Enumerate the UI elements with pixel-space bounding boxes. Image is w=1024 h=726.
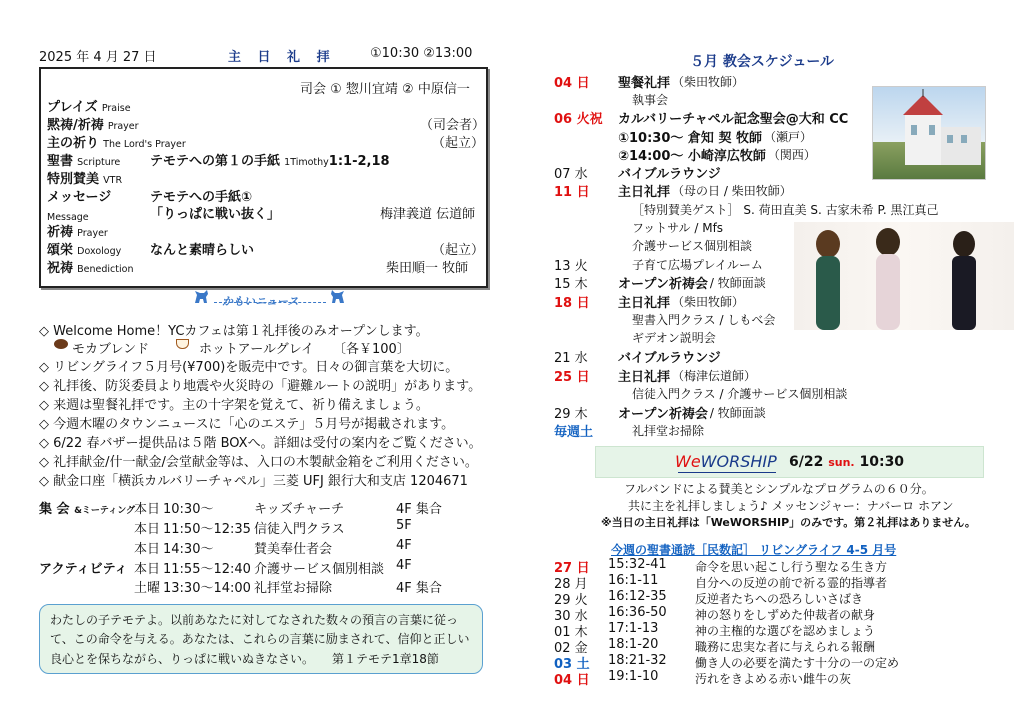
meeting-place: 4F 集合 (396, 581, 442, 596)
service-item-role: （起立） (432, 243, 485, 258)
preacher-name: 梅津義道 伝道師 (380, 207, 476, 222)
reading-passage: 16:12-35 (608, 589, 667, 604)
service-item: メッセージ (47, 190, 112, 205)
tea-cup-icon (176, 339, 189, 349)
meeting-place: 4F 集合 (396, 502, 442, 517)
verse-line: て、この命令を与える。あなたは、これらの言葉に励まされて、信仰と正しい (50, 632, 470, 646)
schedule-event: 主日礼拝 (618, 185, 671, 200)
reading-title: 自分への反逆の前で祈る霊的指導者 (695, 576, 888, 590)
schedule-note: 子育て広場プレイルーム (632, 258, 763, 272)
schedule-event: 聖餐礼拝 (618, 76, 671, 91)
schedule-note: 信徒入門クラス / 介護サービス個別相談 (632, 387, 848, 401)
service-item: 頌栄 Doxology (47, 243, 122, 258)
meeting-time: 11:50～12:35 (163, 522, 251, 537)
reading-passage: 18:1-20 (608, 637, 659, 652)
schedule-note: ［特別賛美ゲスト］ S. 荷田直美 S. 古家未希 P. 黒江真己 (632, 203, 939, 217)
reading-title: 命令を思い起こし行う聖なる生き方 (695, 560, 888, 574)
news-item: 〔各￥100〕 (333, 342, 410, 357)
meeting-day: 本日 (134, 562, 161, 577)
reading-date: 04 日 (554, 673, 590, 688)
reading-date: 01 木 (554, 625, 588, 640)
meeting-place: 5F (396, 518, 412, 533)
schedule-event: バイブルラウンジ (618, 351, 721, 366)
weworship-desc: フルバンドによる賛美とシンプルなプログラムの６０分。 (624, 482, 934, 496)
service-item: 特別賛美 VTR (47, 172, 123, 187)
activities-label: アクティビティ (39, 562, 128, 577)
schedule-event: バイブルラウンジ (618, 167, 721, 182)
schedule-event: カルバリーチャペル記念聖会@大和 CC (618, 112, 849, 127)
service-item-en: Message (47, 212, 89, 223)
reading-title: 神の怒りをしずめた仲裁者の献身 (695, 608, 876, 622)
reading-passage: 19:1-10 (608, 669, 659, 684)
reading-passage: 18:21-32 (608, 653, 667, 668)
service-item: 主の祈り The Lord's Prayer (47, 136, 186, 151)
schedule-title: ５月 教会スケジュール (690, 54, 835, 70)
meeting-time: 10:30～ (163, 502, 214, 517)
schedule-date: 07 水 (554, 167, 588, 182)
host-line: 司会 ① 惣川宜靖 ② 中原信一 (300, 82, 470, 97)
coffee-bean-icon (54, 339, 68, 349)
logo-underline (678, 472, 776, 473)
message-title: 「りっぱに戦い抜く」 (150, 207, 281, 222)
schedule-note: 執事会 (632, 93, 669, 107)
reading-title: 職務に忠実な者に与えられる報酬 (695, 640, 876, 654)
news-item: ◇ Welcome Home！YCカフェは第１礼拝後のみオープンします。 (39, 324, 429, 339)
reading-passage: 17:1-13 (608, 621, 659, 636)
meeting-name: 信徒入門クラス (254, 522, 345, 537)
news-item: モカブレンド (72, 342, 150, 357)
news-item: ◇ 6/22 春バザー提供品は５階 BOXへ。詳細は受付の案内をご覧ください。 (39, 436, 482, 451)
news-item: ◇ リビングライフ５月号(¥700)を販売中です。日々の御言葉を大切に。 (39, 360, 459, 375)
service-item: 祈祷 Prayer (47, 225, 108, 240)
banner-line (214, 302, 326, 303)
meeting-time: 13:30～14:00 (163, 581, 251, 596)
verse-line: わたしの子テモテよ。以前あなたに対してなされた数々の預言の言葉に従っ (50, 613, 459, 627)
meeting-name: 賛美奉仕者会 (254, 542, 333, 557)
news-item: ◇ 礼拝後、防災委員より地震や火災時の「避難ルートの説明」があります。 (39, 379, 482, 394)
weworship-desc: 共に主を礼拝しましょう♪ メッセンジャー：ナバーロ ホアン (628, 499, 954, 513)
service-item: 祝祷 Benediction (47, 261, 134, 276)
schedule-note: / 牧師面談 (709, 276, 766, 290)
meeting-time: 11:55～12:40 (163, 562, 251, 577)
reading-title: 汚れをきよめる赤い雌牛の灰 (695, 672, 852, 686)
dog-icon (193, 289, 211, 305)
bulletin-date: 2025 年 4 月 27 日 (39, 50, 157, 65)
news-item: ◇ 献金口座「横浜カルバリーチャペル」三菱 UFJ 銀行大和支店 1204671 (39, 474, 468, 489)
dog-icon (328, 289, 346, 305)
schedule-note: （瀬戸） (763, 130, 812, 144)
news-item: ◇ 来週は聖餐礼拝です。主の十字架を覚えて、祈り備えましょう。 (39, 398, 429, 413)
meeting-name: 礼拝堂お掃除 (254, 581, 333, 596)
meeting-day: 本日 (134, 522, 161, 537)
schedule-note: 介護サービス個別相談 (632, 239, 753, 253)
reading-date: 02 金 (554, 641, 588, 656)
reading-passage: 15:32-41 (608, 557, 667, 572)
schedule-date: 29 木 (554, 407, 588, 422)
schedule-note: / 牧師面談 (709, 406, 766, 420)
meeting-name: キッズチャーチ (254, 502, 345, 517)
meeting-time: 14:30～ (163, 542, 214, 557)
pastor-name: 柴田順一 牧師 (386, 261, 469, 276)
service-item: 黙祷/祈祷 Prayer (47, 118, 139, 133)
schedule-note: フットサル / Mfs (632, 221, 724, 235)
news-item: ◇ 今週木曜のタウンニュースに「心のエステ」５月号が掲載されます。 (39, 417, 455, 432)
reading-title: 今週の聖書通読［民数記］ リビングライフ 4-5 月号 (611, 543, 897, 557)
meeting-day: 土曜 (134, 581, 161, 596)
meeting-name: 介護サービス個別相談 (254, 562, 385, 577)
schedule-date: 18 日 (554, 296, 590, 311)
schedule-event: ②14:00～ 小崎淳広牧師 (618, 149, 766, 164)
reading-date: 27 日 (554, 561, 590, 576)
scripture-reading: テモテへの第１の手紙 1Timothy1:1-2,18 (150, 154, 390, 169)
meeting-place: 4F (396, 538, 412, 553)
news-item: ホットアールグレイ (199, 342, 315, 357)
reading-title: 神の主権的な選びを認めましょう (695, 624, 876, 638)
meeting-place: 4F (396, 558, 412, 573)
reading-date: 29 火 (554, 593, 588, 608)
schedule-event: ①10:30～ 倉知 契 牧師 (618, 131, 762, 146)
schedule-note: （母の日 / 柴田牧師） (672, 184, 792, 198)
schedule-event: 主日礼拝 (618, 296, 671, 311)
schedule-note: 聖書入門クラス / しもべ会 (632, 313, 776, 327)
reading-title: 働き人の必要を満たす十分の一の定め (695, 656, 900, 670)
meetings-label: 集 会 &ミーティング (39, 502, 136, 517)
schedule-note: （柴田牧師） (672, 75, 745, 89)
service-item-role: （起立） (432, 136, 485, 151)
church-photo (872, 86, 986, 180)
service-item: 聖書 Scripture (47, 154, 121, 169)
doxology-song: なんと素晴らしい (150, 243, 255, 258)
schedule-date: 06 火祝 (554, 112, 603, 127)
page-title: 主 日 礼 拝 (228, 50, 336, 65)
weworship-note: ※当日の主日礼拝は「WeWORSHIP」のみです。第２礼拝はありません。 (601, 516, 976, 529)
meeting-day: 本日 (134, 502, 161, 517)
reading-title: 反逆者たちへの恐ろしいさばき (695, 592, 864, 606)
schedule-date: 11 日 (554, 185, 590, 200)
message-series: テモテへの手紙① (150, 190, 253, 205)
news-banner: かもいニュース (222, 295, 299, 308)
schedule-date: 04 日 (554, 76, 590, 91)
weworship-date: 6/22 sun. 10:30 (789, 454, 905, 470)
schedule-event: 主日礼拝 (618, 370, 671, 385)
schedule-date: 13 火 (554, 259, 588, 274)
schedule-date: 25 日 (554, 370, 590, 385)
reading-passage: 16:1-11 (608, 573, 659, 588)
schedule-date: 毎週土 (554, 425, 594, 440)
guest-singers-photo (794, 222, 1014, 330)
reading-date: 30 水 (554, 609, 588, 624)
reading-date: 03 土 (554, 657, 590, 672)
news-item: ◇ 礼拝献金/什一献金/会堂献金等は、入口の木製献金箱をご利用ください。 (39, 455, 478, 470)
verse-reference: 第１テモテ1章18節 (332, 652, 439, 666)
service-item: プレイズ Praise (47, 100, 131, 115)
meeting-day: 本日 (134, 542, 161, 557)
schedule-event: オープン祈祷会 (618, 277, 708, 292)
service-item-role: （司会者） (420, 118, 486, 133)
schedule-note: （柴田牧師） (672, 295, 745, 309)
verse-line: 良心とを保ちながら、りっぱに戦いぬきなさい。 (50, 652, 315, 666)
weworship-logo: WeWORSHIP (675, 452, 777, 471)
schedule-note: （関西） (767, 148, 816, 162)
schedule-note: 礼拝堂お掃除 (632, 424, 705, 438)
schedule-note: ギデオン説明会 (632, 331, 716, 345)
schedule-date: 15 木 (554, 277, 588, 292)
schedule-note: （梅津伝道師） (672, 369, 757, 383)
service-times: ①10:30 ②13:00 (370, 46, 473, 61)
reading-passage: 16:36-50 (608, 605, 667, 620)
schedule-event: オープン祈祷会 (618, 407, 708, 422)
schedule-date: 21 水 (554, 351, 588, 366)
reading-date: 28 月 (554, 577, 588, 592)
